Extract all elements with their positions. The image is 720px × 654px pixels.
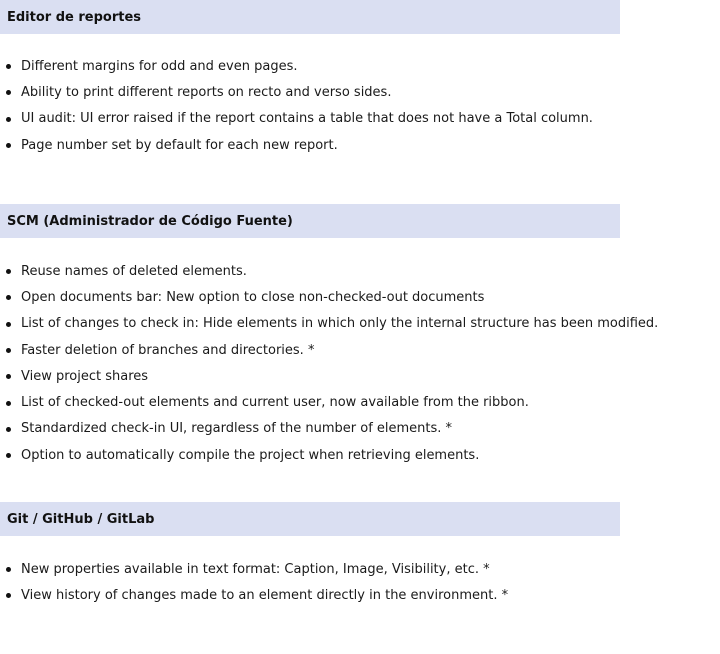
bullet-icon (6, 348, 11, 353)
list-item-text: Faster deletion of branches and directories. * (21, 342, 315, 358)
list-item-text: Page number set by default for each new report. (21, 137, 338, 153)
report-editor-list (0, 53, 720, 158)
list-item-text: UI audit: UI error raised if the report contains a table that does not have a Total column. (21, 111, 593, 127)
list-item (0, 582, 720, 608)
bullet-icon (6, 453, 11, 458)
list-item-text: Ability to print different reports on recto and verso sides. (21, 84, 392, 100)
bullet-icon (6, 374, 11, 379)
bullet-icon (6, 322, 11, 327)
list-item (0, 284, 720, 310)
section-scm (0, 204, 620, 238)
section-report-editor (0, 0, 620, 34)
list-item-text: List of changes to check in: Hide elements in which only the internal structure has been modified. (21, 316, 659, 332)
scm-list (0, 258, 720, 468)
list-item (0, 311, 720, 337)
list-item (0, 556, 720, 582)
list-item-text: View history of changes made to an element directly in the environment. * (21, 587, 509, 603)
bullet-icon (6, 269, 11, 274)
git-list (0, 556, 720, 609)
list-item (0, 79, 720, 105)
section-title: Git / GitHub / GitLab (0, 502, 620, 536)
list-item-text: Open documents bar: New option to close non-checked-out documents (21, 289, 485, 305)
list-item (0, 106, 720, 132)
bullet-icon (6, 401, 11, 406)
bullet-icon (6, 567, 11, 572)
bullet-icon (6, 90, 11, 95)
list-item (0, 442, 720, 468)
list-item (0, 132, 720, 158)
list-item-text: View project shares (21, 368, 149, 384)
list-item (0, 258, 720, 284)
section-title: SCM (Administrador de Código Fuente) (0, 204, 620, 238)
bullet-icon (6, 117, 11, 122)
bullet-icon (6, 64, 11, 69)
list-item (0, 337, 720, 363)
list-item-text: Different margins for odd and even pages. (21, 58, 298, 74)
list-item (0, 363, 720, 389)
list-item-text: Option to automatically compile the project when retrieving elements. (21, 447, 480, 463)
bullet-icon (6, 295, 11, 300)
list-item-text: New properties available in text format: Caption, Image, Visibility, etc. * (21, 561, 490, 577)
section-git (0, 502, 620, 536)
list-item-text: List of checked-out elements and current user, now available from the ribbon. (21, 395, 529, 411)
list-item-text: Reuse names of deleted elements. (21, 263, 247, 279)
list-item-text: Standardized check-in UI, regardless of the number of elements. * (21, 421, 453, 437)
bullet-icon (6, 427, 11, 432)
bullet-icon (6, 143, 11, 148)
section-title: Editor de reportes (0, 0, 620, 34)
list-item (0, 53, 720, 79)
list-item (0, 389, 720, 415)
bullet-icon (6, 593, 11, 598)
list-item (0, 416, 720, 442)
